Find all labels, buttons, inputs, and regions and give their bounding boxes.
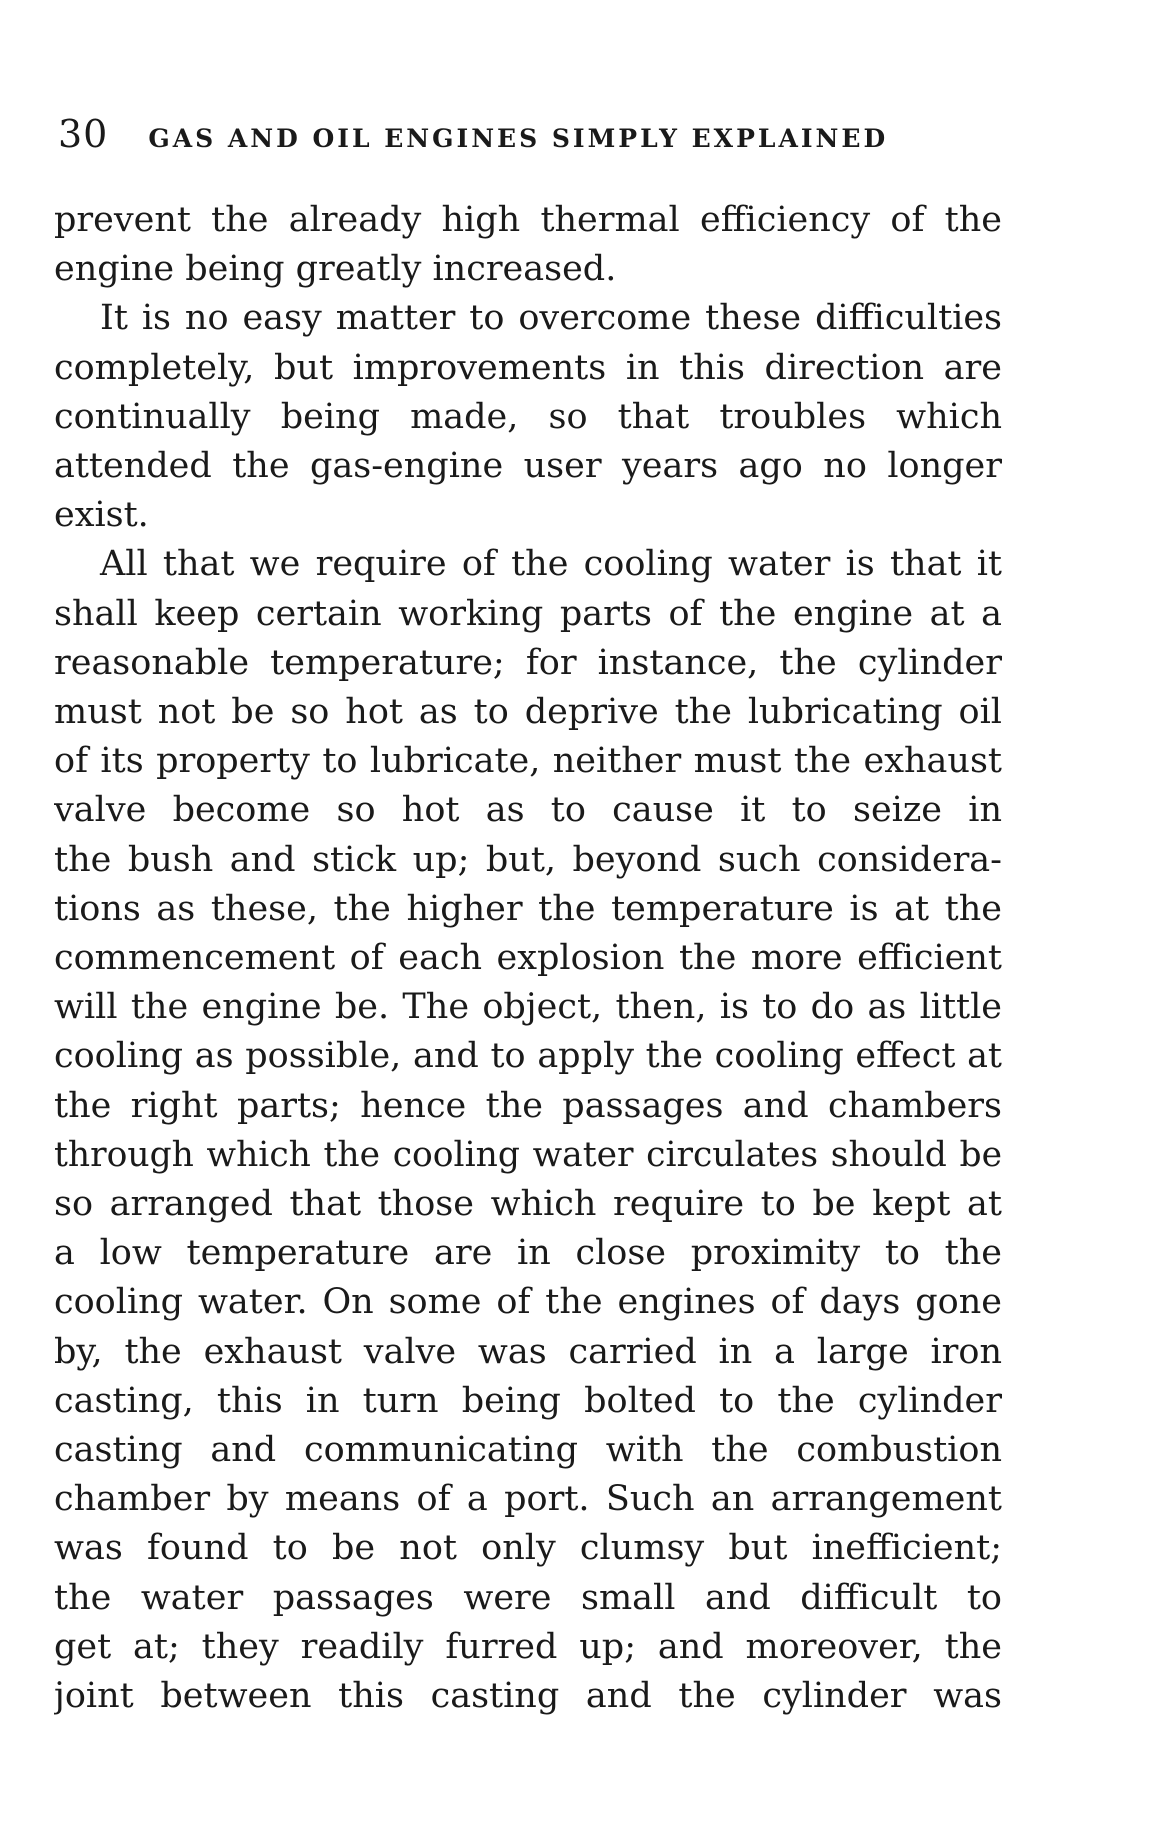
text-line: shall keep certain working parts of the engine at a xyxy=(54,593,1002,634)
text-line: get at; they readily furred up; and moreover, the xyxy=(54,1626,1002,1667)
text-line: exist. xyxy=(54,495,149,536)
running-head: GAS AND OIL ENGINES SIMPLY EXPLAINED xyxy=(148,124,889,153)
text-line: reasonable temperature; for instance, the cylinder xyxy=(54,642,1002,683)
body-text xyxy=(54,196,1002,1721)
text-line: the bush and stick up; but, beyond such considera- xyxy=(54,839,1002,880)
text-line: chamber by means of a port. Such an arrangement xyxy=(54,1479,1002,1520)
text-line: attended the gas-engine user years ago no longer xyxy=(54,446,1002,487)
text-line: completely, but improvements in this direction are xyxy=(54,347,1002,388)
paragraph xyxy=(54,294,1002,540)
page-number: 30 xyxy=(58,112,109,156)
text-line: casting, this in turn being bolted to the cylinder xyxy=(54,1380,1002,1421)
paragraph xyxy=(54,196,1002,294)
page-header xyxy=(58,112,998,156)
text-line: the right parts; hence the passages and chambers xyxy=(54,1085,1002,1126)
text-line: must not be so hot as to deprive the lubricating oil xyxy=(54,692,1002,733)
text-line: engine being greatly increased. xyxy=(54,249,617,290)
paragraph xyxy=(54,540,1002,1721)
text-line: commencement of each explosion the more efficient xyxy=(54,938,1002,979)
text-line: was found to be not only clumsy but inefficient; xyxy=(54,1528,1002,1569)
text-line: by, the exhaust valve was carried in a large iron xyxy=(54,1331,1002,1372)
text-line: will the engine be. The object, then, is to do as little xyxy=(54,987,1002,1028)
text-line: cooling as possible, and to apply the cooling effect at xyxy=(54,1036,1002,1077)
text-line: It is no easy matter to overcome these difficulties xyxy=(100,298,1002,339)
text-line: valve become so hot as to cause it to seize in xyxy=(54,790,1002,831)
text-line: casting and communicating with the combustion xyxy=(54,1430,1002,1471)
text-line: continually being made, so that troubles which xyxy=(54,396,1002,437)
text-line: tions as these, the higher the temperature is at the xyxy=(54,888,1002,929)
text-line: a low temperature are in close proximity to the xyxy=(54,1233,1002,1274)
text-line: so arranged that those which require to be kept at xyxy=(54,1184,1002,1225)
text-line: of its property to lubricate, neither must the exhaust xyxy=(54,741,1002,782)
text-line: the water passages were small and difficult to xyxy=(54,1577,1002,1618)
text-line: All that we require of the cooling water is that it xyxy=(100,544,1002,585)
text-line: joint between this casting and the cylinder was xyxy=(54,1676,1002,1717)
text-line: prevent the already high thermal efficiency of the xyxy=(54,200,1002,240)
text-line: through which the cooling water circulates should be xyxy=(54,1134,1002,1175)
text-line: cooling water. On some of the engines of days gone xyxy=(54,1282,1002,1323)
